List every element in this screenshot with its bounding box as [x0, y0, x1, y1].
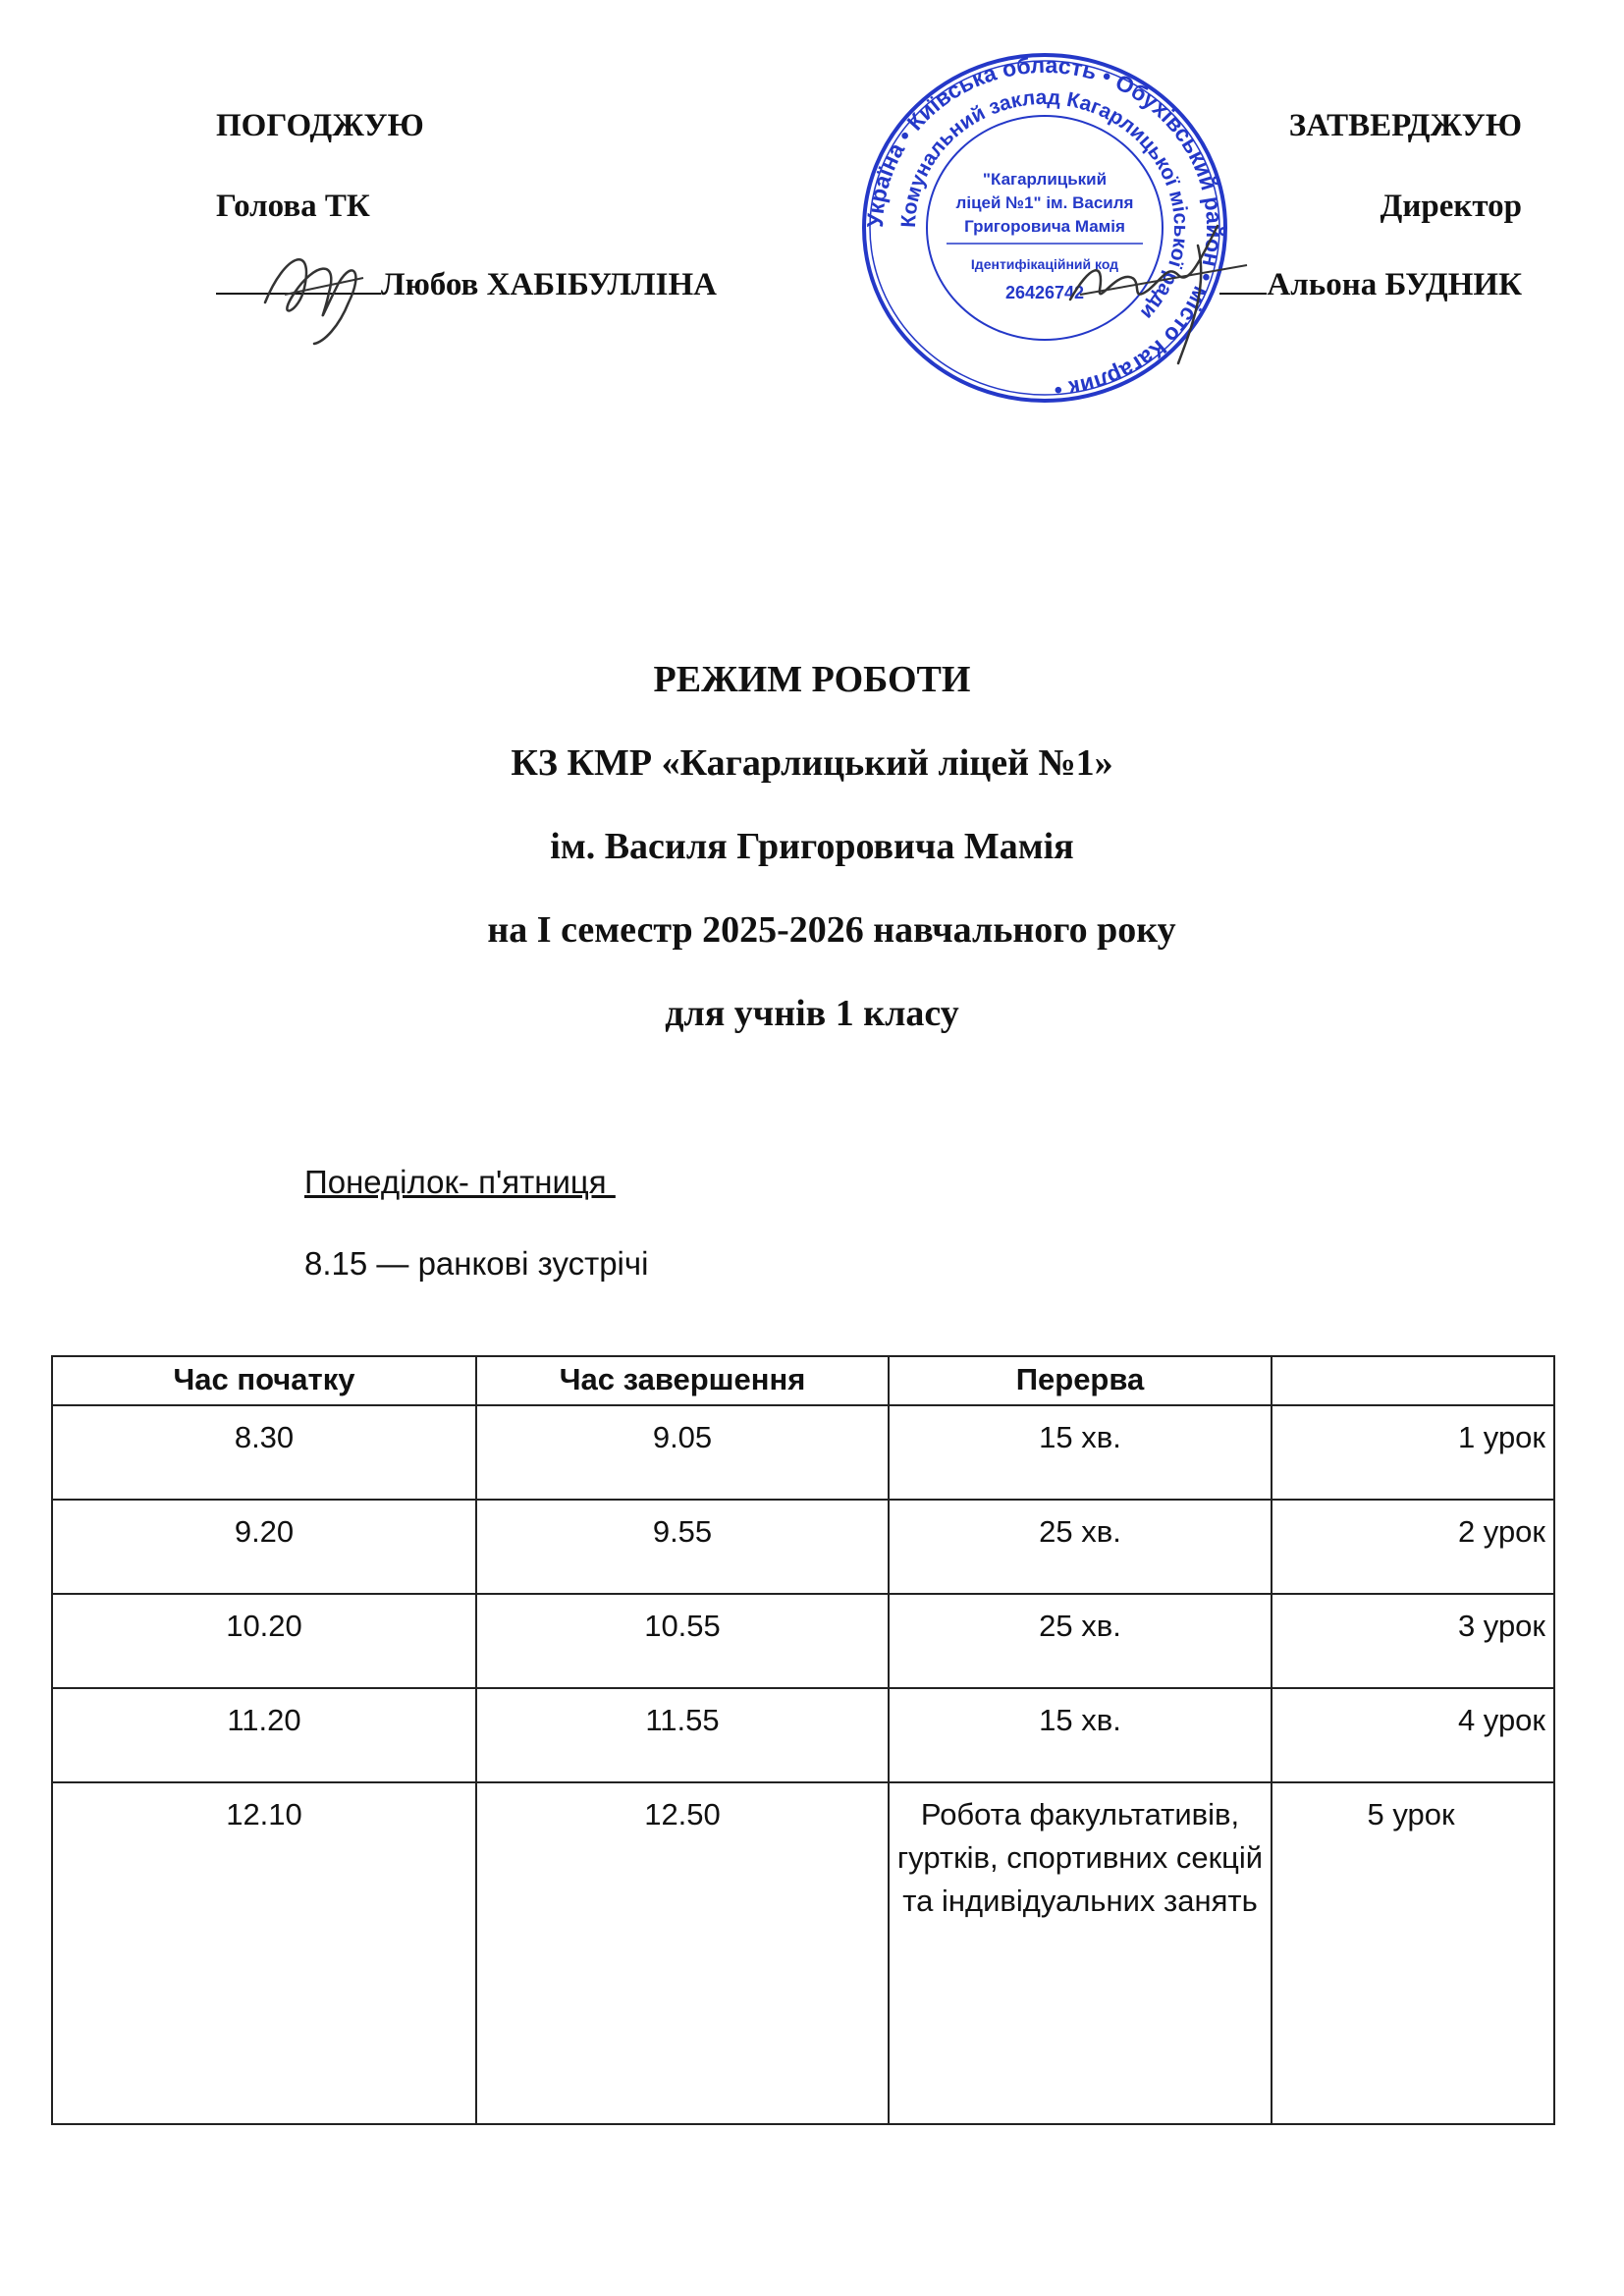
table-row [52, 1782, 1554, 2124]
table-row [52, 1594, 1554, 1688]
stamp-code: 26426742 [1004, 283, 1085, 302]
stamp-code-label: Ідентифікаційний код [970, 256, 1119, 272]
cell-break: 15 хв. [889, 1688, 1272, 1782]
doc-title-line-1: РЕЖИМ РОБОТИ [653, 659, 971, 700]
doc-title-line-2: КЗ КМР «Кагарлицький ліцей №1» [511, 742, 1113, 784]
cell-start: 11.20 [52, 1688, 476, 1782]
approval-right-position: Директор [1380, 189, 1522, 224]
header-end-time: Час завершення [476, 1356, 889, 1405]
cell-lesson: 5 урок [1272, 1782, 1554, 2124]
cell-end: 9.55 [476, 1500, 889, 1594]
approval-left-title: ПОГОДЖУЮ [216, 108, 424, 143]
cell-start: 8.30 [52, 1405, 476, 1500]
cell-end: 11.55 [476, 1688, 889, 1782]
cell-start: 9.20 [52, 1500, 476, 1594]
approval-right-title: ЗАТВЕРДЖУЮ [1288, 108, 1522, 143]
approval-right-name: Альона БУДНИК [1267, 267, 1522, 302]
approval-left-position: Голова ТК [216, 189, 370, 224]
approval-right-signature-line [1219, 265, 1522, 304]
cell-end: 12.50 [476, 1782, 889, 2124]
doc-title-line-5: для учнів 1 класу [665, 993, 959, 1034]
weekdays-label: Понеділок- п'ятниця [304, 1164, 616, 1200]
stamp-inner-text: Комунальний заклад Кагарлицької міської ради [896, 85, 1193, 324]
table-row [52, 1688, 1554, 1782]
doc-title-line-4: на І семестр 2025-2026 навчального року [487, 909, 1176, 951]
cell-end: 9.05 [476, 1405, 889, 1500]
cell-break: 25 хв. [889, 1500, 1272, 1594]
header-break: Перерва [889, 1356, 1272, 1405]
cell-lesson: 1 урок [1272, 1405, 1554, 1500]
cell-start: 10.20 [52, 1594, 476, 1688]
stamp-center-line-2: ліцей №1" ім. Василя [955, 193, 1134, 212]
header-start-time: Час початку [52, 1356, 476, 1405]
cell-break: 25 хв. [889, 1594, 1272, 1688]
morning-meetings-label: 8.15 — ранкові зустрічі [304, 1245, 649, 1282]
stamp-center-line-1: "Кагарлицький [982, 170, 1108, 189]
stamp-center-line-3: Григоровича Мамія [964, 217, 1125, 236]
cell-break: 15 хв. [889, 1405, 1272, 1500]
cell-end: 10.55 [476, 1594, 889, 1688]
cell-lesson: 2 урок [1272, 1500, 1554, 1594]
cell-lesson: 4 урок [1272, 1688, 1554, 1782]
doc-title-line-3: ім. Василя Григоровича Мамія [550, 826, 1074, 867]
cell-lesson: 3 урок [1272, 1594, 1554, 1688]
cell-start: 12.10 [52, 1782, 476, 2124]
signature-right-icon [1060, 206, 1257, 373]
table-header-row [52, 1356, 1554, 1405]
cell-break: Робота факультативів, гуртків, спортивних секцій та індивідуальних занять [889, 1782, 1272, 2124]
schedule-table [51, 1355, 1555, 2125]
table-row [52, 1500, 1554, 1594]
stamp-outer-text: Україна • Київська область • Обухівський район • місто Кагарлик • [862, 51, 1227, 404]
approval-left-name: Любов ХАБІБУЛЛІНА [381, 267, 717, 302]
signature-left-icon [245, 234, 393, 352]
table-row [52, 1405, 1554, 1500]
header-lesson [1272, 1356, 1554, 1405]
